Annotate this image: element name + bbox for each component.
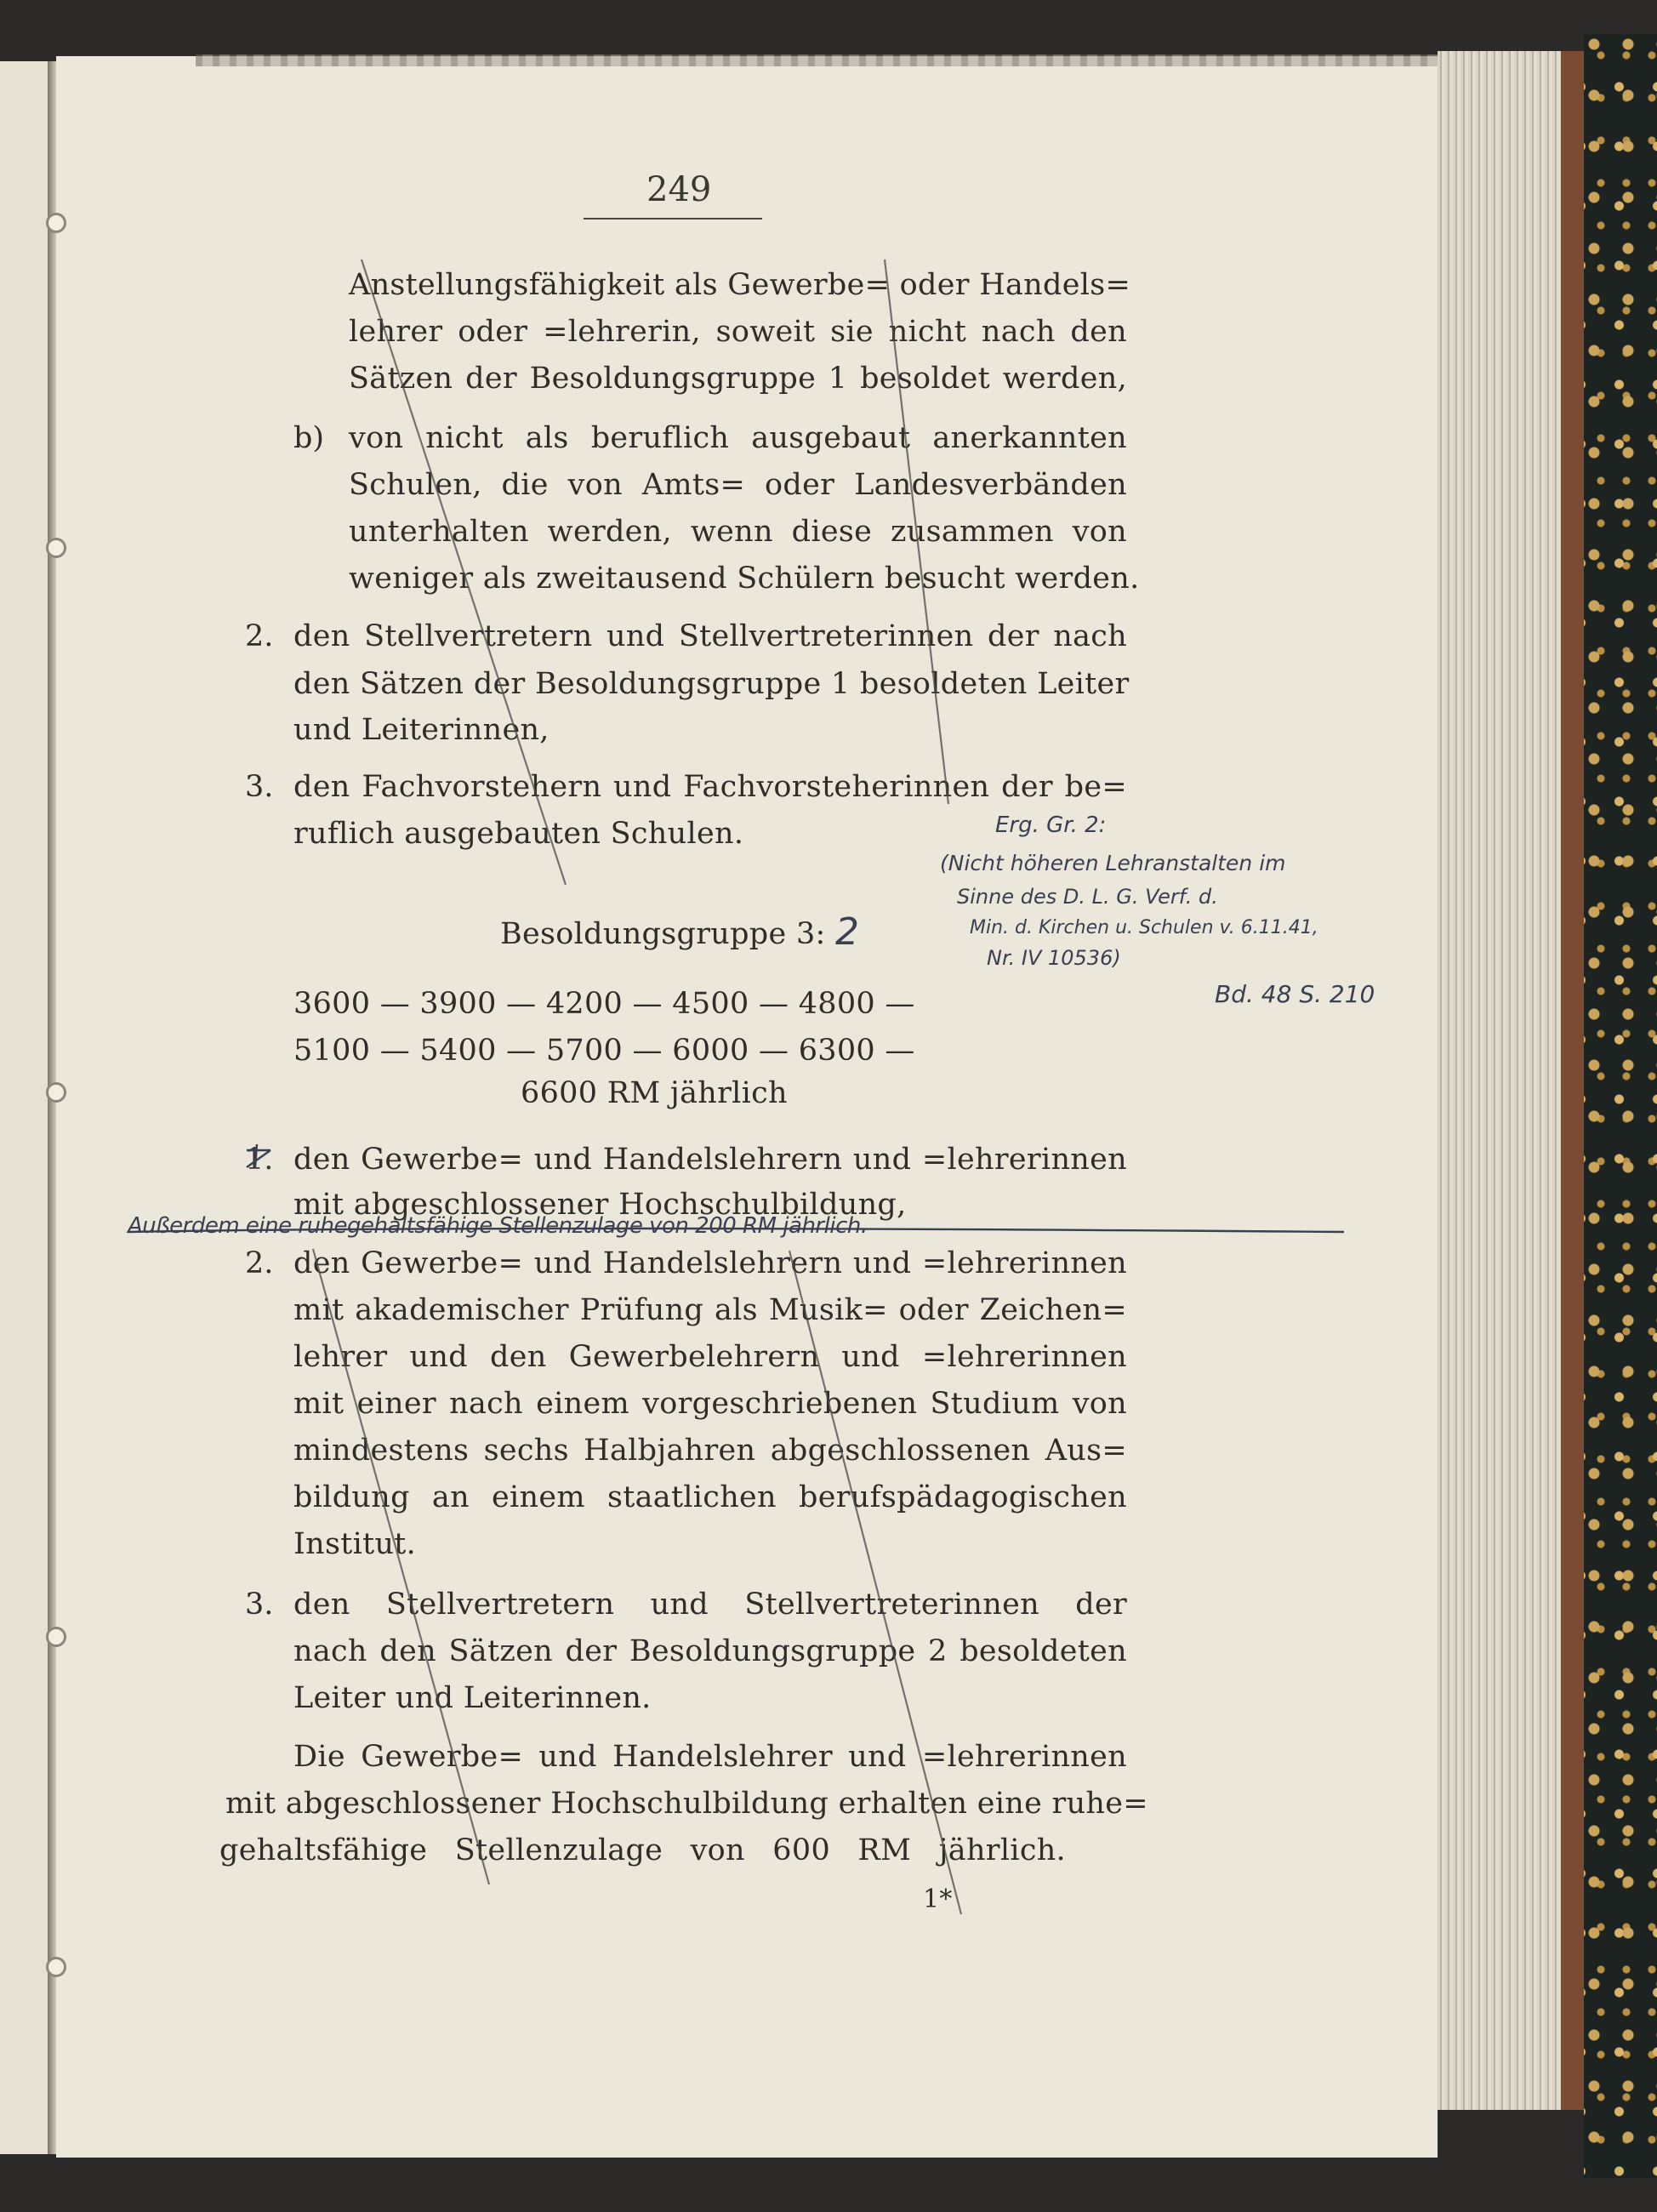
text-line: Leiter und Leiterinnen. xyxy=(293,1681,652,1715)
text-line: Institut. xyxy=(293,1527,417,1561)
item-marker: 2. xyxy=(245,619,274,653)
page-number: 249 xyxy=(646,170,712,209)
handwritten-note: Erg. Gr. 2: xyxy=(995,812,1107,838)
text-line: mit abgeschlossener Hochschulbildung, xyxy=(293,1188,907,1222)
text-line: nach den Sätzen der Besoldungsgruppe 2 besoldeten xyxy=(293,1634,1127,1668)
text-line: mit akademischer Prüfung als Musik= oder Zeichen= xyxy=(293,1293,1127,1327)
salary-line: 3600 — 3900 — 4200 — 4500 — 4800 — xyxy=(293,987,915,1021)
text-line: Sätzen der Besoldungsgruppe 1 besoldet werden, xyxy=(349,362,1127,396)
book-cover-edge xyxy=(1561,51,1586,2110)
text-line: unterhalten werden, wenn diese zusammen von xyxy=(349,515,1127,549)
salary-line: 6600 RM jährlich xyxy=(521,1076,788,1110)
page-block-edges xyxy=(1438,51,1567,2110)
handwritten-note: (Nicht höheren Lehranstalten im xyxy=(940,851,1286,875)
text-line: den Fachvorstehern und Fachvorsteherinnen der be= xyxy=(293,770,1127,804)
item-marker: b) xyxy=(293,421,325,455)
text-line: den Stellvertretern und Stellvertreterinnen der nach xyxy=(293,619,1127,653)
left-page-edge xyxy=(0,61,50,2154)
handwritten-note: Sinne des D. L. G. Verf. d. xyxy=(957,885,1218,909)
item-marker: 2. xyxy=(245,1246,274,1280)
section-heading: Besoldungsgruppe 3: xyxy=(500,917,826,951)
binding-ring xyxy=(46,1082,66,1103)
text-line: den Gewerbe= und Handelslehrern und =lehrerinnen xyxy=(293,1246,1127,1280)
binding-ring xyxy=(46,1627,66,1647)
item-marker: 1. xyxy=(245,1143,274,1177)
text-line: bildung an einem staatlichen berufspädagogischen xyxy=(293,1480,1127,1514)
handwritten-correction: 2 xyxy=(835,910,859,954)
binding-ring xyxy=(46,1957,66,1977)
text-line: Die Gewerbe= und Handelslehrer und =lehrerinnen xyxy=(293,1740,1127,1774)
handwritten-note: Min. d. Kirchen u. Schulen v. 6.11.41, xyxy=(970,917,1318,938)
signature-mark: 1* xyxy=(923,1884,953,1914)
page-top-edge xyxy=(196,54,1438,66)
text-line: weniger als zweitausend Schülern besucht werden. xyxy=(349,562,1140,596)
text-line: ruflich ausgebauten Schulen. xyxy=(293,817,744,851)
handwritten-note: Nr. IV 10536) xyxy=(987,946,1121,970)
text-line: mindestens sechs Halbjahren abgeschlossenen Aus= xyxy=(293,1434,1127,1468)
text-line: mit abgeschlossener Hochschulbildung erhalten eine ruhe= xyxy=(225,1787,1148,1821)
text-line: gehaltsfähige Stellenzulage von 600 RM jährlich. xyxy=(219,1833,1066,1867)
text-line: den Sätzen der Besoldungsgruppe 1 besoldeten Leiter xyxy=(293,667,1130,701)
binding-ring xyxy=(46,538,66,558)
text-line: von nicht als beruflich ausgebaut anerkannten xyxy=(349,421,1127,455)
text-line: lehrer oder =lehrerin, soweit sie nicht nach den xyxy=(349,315,1127,349)
text-line: den Stellvertretern und Stellvertreterinnen der xyxy=(293,1588,1127,1622)
book-gutter xyxy=(48,61,56,2154)
page-number-rule xyxy=(584,218,762,219)
text-line: mit einer nach einem vorgeschriebenen Studium von xyxy=(293,1387,1127,1421)
salary-line: 5100 — 5400 — 5700 — 6000 — 6300 — xyxy=(293,1034,915,1068)
text-line: lehrer und den Gewerbelehrern und =lehrerinnen xyxy=(293,1340,1127,1374)
binding-ring xyxy=(46,213,66,233)
item-marker: 3. xyxy=(245,1588,274,1622)
text-line: Anstellungsfähigkeit als Gewerbe= oder Handels= xyxy=(349,268,1131,302)
item-marker: 3. xyxy=(245,770,274,804)
text-line: den Gewerbe= und Handelslehrern und =lehrerinnen xyxy=(293,1143,1127,1177)
handwritten-reference: Bd. 48 S. 210 xyxy=(1215,980,1375,1008)
text-line: Schulen, die von Amts= oder Landesverbänden xyxy=(349,468,1127,502)
marbled-cover xyxy=(1584,34,1657,2178)
handwritten-insertion: Außerdem eine ruhegehaltsfähige Stellenzulage von 200 RM jährlich. xyxy=(128,1213,868,1239)
text-line: und Leiterinnen, xyxy=(293,713,549,747)
